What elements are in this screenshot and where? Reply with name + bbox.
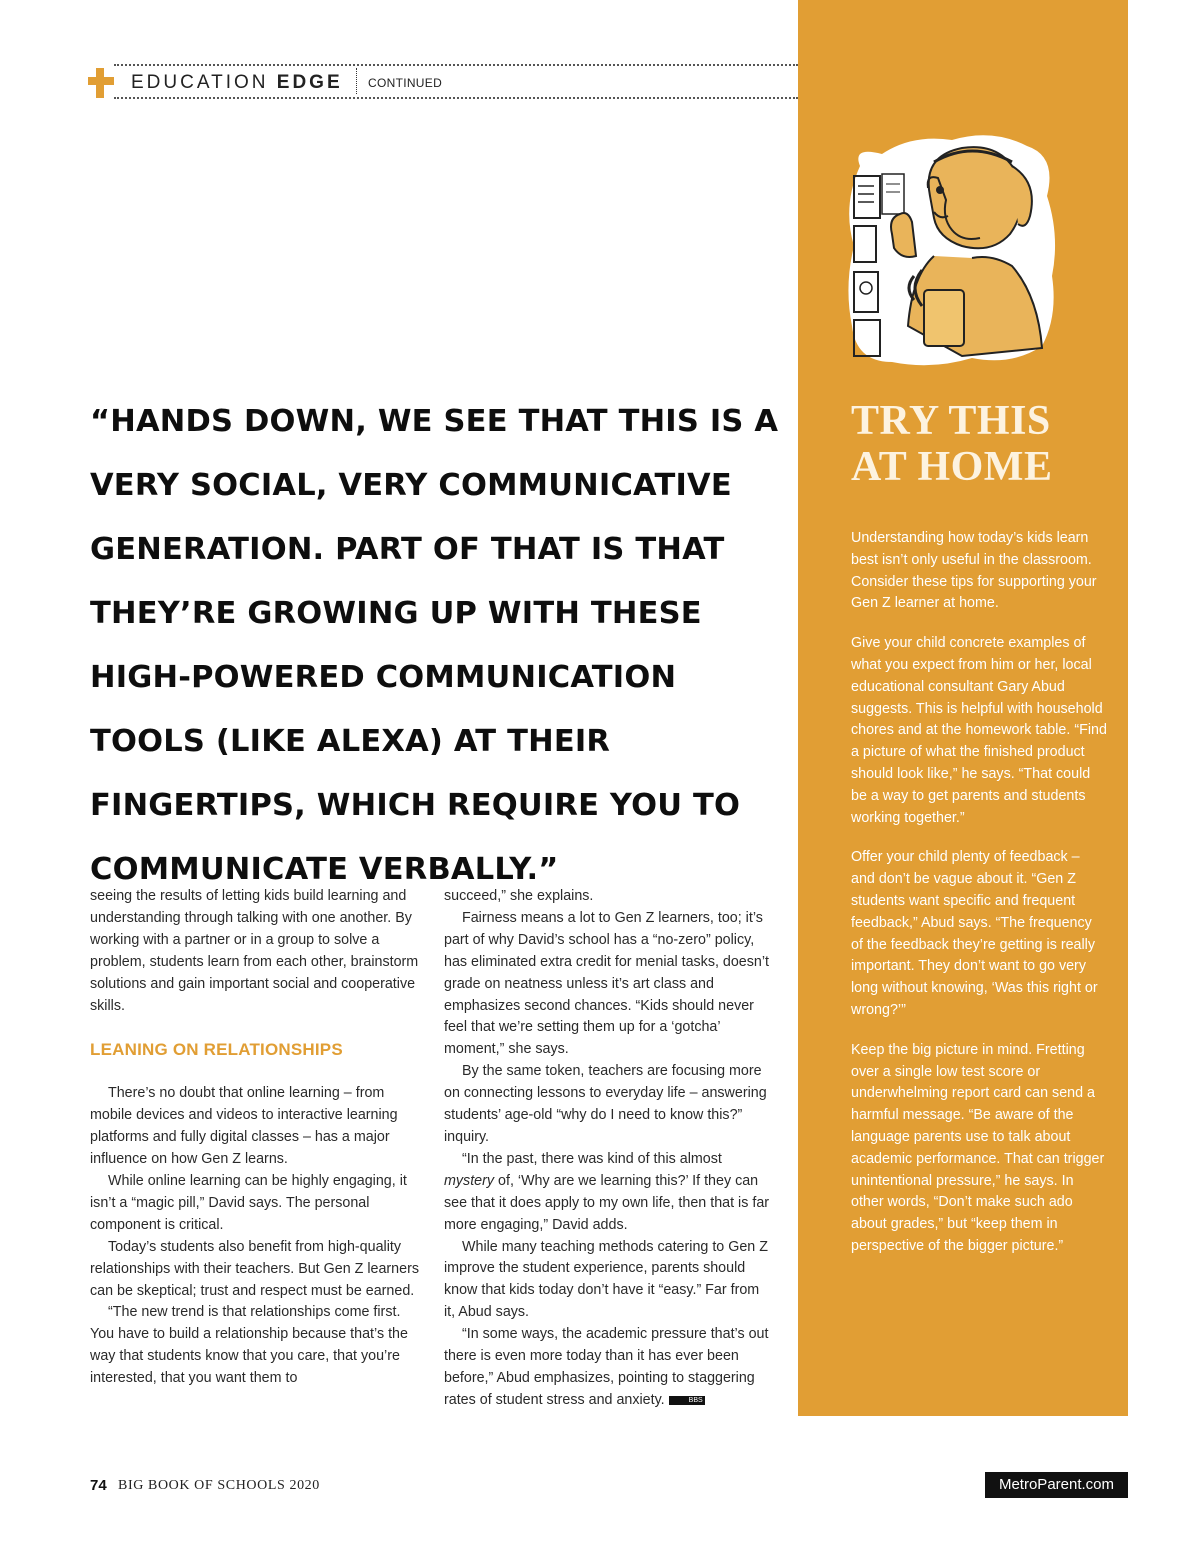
article-paragraph: seeing the results of letting kids build learning and understanding through talking with one another. By working with a partner or in a group to solve a problem, students learn from each other, brainstorm solutions and gain important social and cooperative skills. — [90, 888, 419, 1014]
article-paragraph: While many teaching methods catering to Gen Z improve the student experience, parents should know that kids today don’t have it “easy.” Far from it, Abud says. — [444, 1238, 768, 1321]
article-paragraph: While online learning can be highly engaging, it isn’t a “magic pill,” David says. The personal component is critical. — [90, 1172, 407, 1233]
article-paragraph: “The new trend is that relationships come first. You have to build a relationship because that’s the way that students know that you care, that you’re interested, that you want them to — [90, 1304, 408, 1387]
sidebar-title-line1: TRY THIS — [851, 398, 1051, 444]
sidebar-title — [851, 398, 1111, 490]
article-paragraph: There’s no doubt that online learning – from mobile devices and videos to interactive learning platforms and fully digital classes – has a major influence on how Gen Z learns. — [90, 1085, 398, 1168]
header-bottom-rule — [114, 97, 798, 99]
plus-icon — [88, 68, 112, 92]
pull-quote: “HANDS DOWN, WE SEE THAT THIS IS A VERY SOCIAL, VERY COMMUNICATIVE GENERATION. PART OF THAT IS THAT THEY’RE GROWING UP WITH THESE HIGH-POWERED COMMUNICATION TOOLS (LIKE ALEXA) AT THEIR FINGERTIPS, WHICH REQUIRE YOU TO COMMUNICATE VERBALLY.” — [90, 404, 779, 887]
article-paragraph: “In the past, there was kind of this almost mystery of, ‘Why are we learning this?’ If they can see that it does apply to my own life, then that is far more engaging,” David adds. — [444, 1150, 770, 1233]
sidebar-paragraph: Keep the big picture in mind. Fretting over a single low test score or underwhelming report card can send a harmful message. “Be aware of the language parents use to talk about academic performance. That can trigger unintentional pressure,” he says. In other words, “Don’t make such ado about grades,” but “keep them in perspective of the bigger picture.” — [851, 1041, 1105, 1254]
section-subheading: LEANING ON RELATIONSHIPS — [90, 1040, 343, 1060]
article-column-2 — [444, 886, 774, 1412]
article-column-1 — [90, 886, 420, 1390]
article-paragraph: Today’s students also benefit from high-quality relationships with their teachers. But Gen Z learners can be skeptical; trust and respect must be earned. — [90, 1238, 419, 1299]
girl-with-tablet-illustration — [842, 126, 1062, 370]
sidebar-paragraph: Understanding how today’s kids learn best isn’t only useful in the classroom. Consider these tips for supporting your Gen Z learner at home. — [851, 530, 1097, 612]
sidebar-title-line2: AT HOME — [851, 444, 1053, 490]
article-paragraph: By the same token, teachers are focusing more on connecting lessons to everyday life – answering students’ age-old “why do I need to know this?” inquiry. — [444, 1063, 767, 1145]
sidebar-paragraph: Offer your child plenty of feedback – and don’t be vague about it. “Gen Z students want specific and frequent feedback,” Abud says. “The frequency of the feedback they’re getting is really important. They don’t want to go very long without knowing, ‘Was this right or wrong?’” — [851, 849, 1098, 1018]
website-link[interactable]: MetroParent.com — [985, 1472, 1128, 1498]
article-paragraph: Fairness means a lot to Gen Z learners, too; it’s part of why David’s school has a “no-zero” policy, has eliminated extra credit for menial tasks, doesn’t grade on neatness unless it’s art class and emphasizes second chances. “Kids should never feel that we’re setting them up for a ‘gotcha’ moment,” she says. — [444, 909, 770, 1058]
section-title: EDUCATION EDGE — [131, 72, 343, 93]
page-number: 74 — [90, 1477, 107, 1494]
end-of-article-mark: BBS — [669, 1396, 705, 1405]
header-top-rule — [114, 64, 798, 66]
article-paragraph: “In some ways, the academic pressure that’s out there is even more today than it has ever been before,” Abud emphasizes, pointing to staggering rates of student stress and anxiety. BBS — [444, 1326, 769, 1408]
continued-label: CONTINUED — [368, 76, 443, 90]
sidebar-paragraph: Give your child concrete examples of what you expect from him or her, local educational consultant Gary Abud suggests. This is helpful with household chores and at the homework table. “Find a picture of what the finished product should look like,” he says. “That could be a way to get parents and students working together.” — [851, 635, 1107, 826]
publication-name: BIG BOOK OF SCHOOLS 2020 — [118, 1478, 320, 1493]
article-paragraph: succeed,” she explains. — [444, 888, 594, 904]
sidebar-body — [851, 528, 1107, 1276]
header-divider — [356, 68, 357, 94]
